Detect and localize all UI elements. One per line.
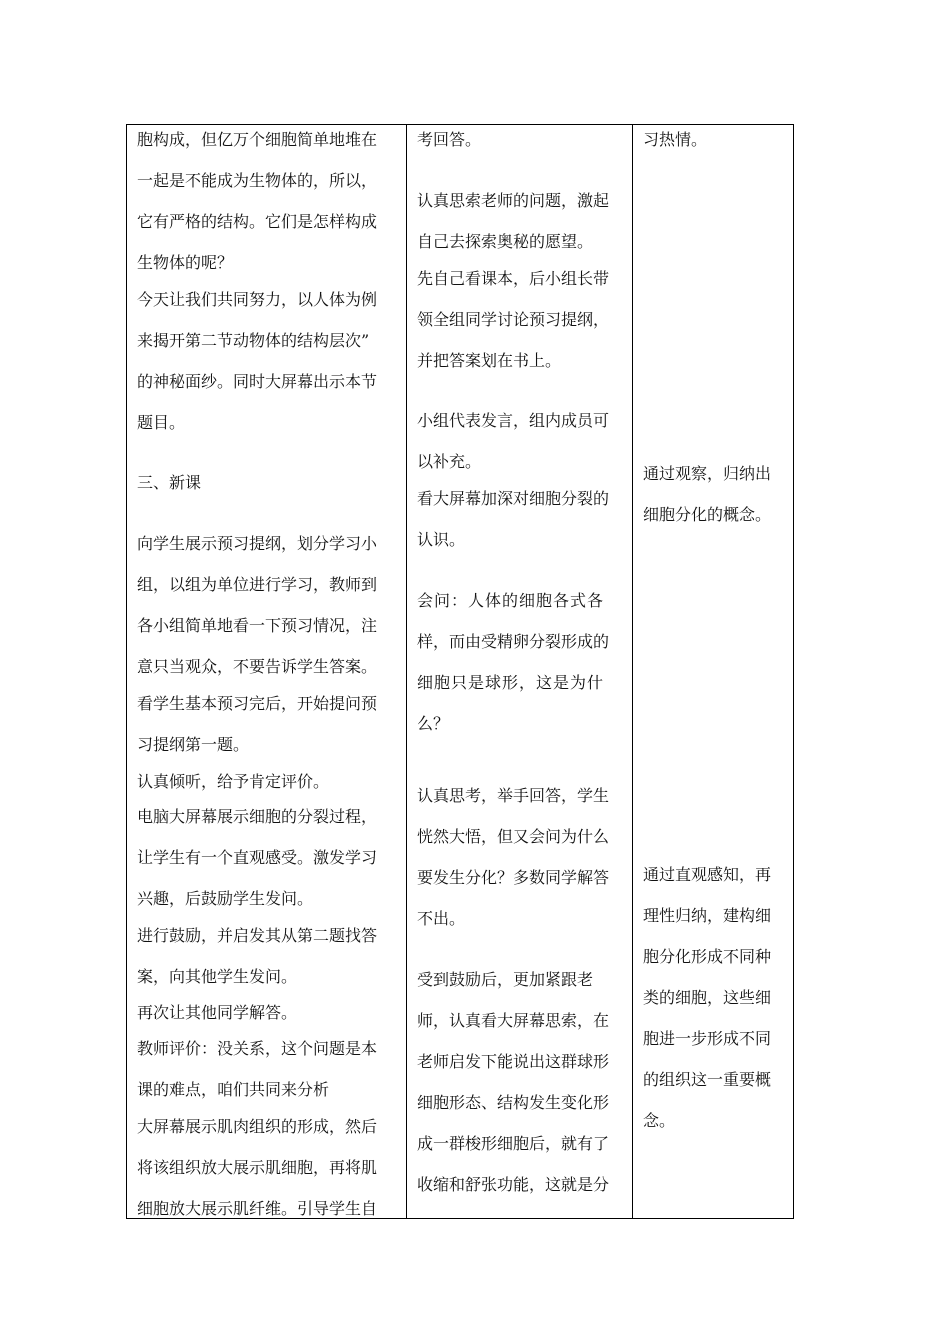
text-line: 考回答。: [417, 130, 482, 149]
text-line: 胞分化形成不同种: [643, 947, 772, 966]
text-line: 认真倾听，给予肯定评价。: [137, 772, 330, 791]
text-line: 收缩和舒张功能，这就是分: [417, 1175, 610, 1194]
text-line: 细胞分化的概念。: [643, 505, 772, 524]
text-line: 兴趣，后鼓励学生发问。: [137, 889, 314, 908]
text-line: 恍然大悟，但又会问为什么: [417, 827, 610, 846]
text-line: 进行鼓励，并启发其从第二题找答: [137, 926, 378, 945]
text-line: 各小组简单地看一下预习情况，注: [137, 616, 378, 635]
column-divider: [406, 125, 407, 1218]
text-line: 以补充。: [417, 452, 482, 471]
text-line: 通过直观感知，再: [643, 865, 772, 884]
teacher-activity-column: [137, 125, 403, 1218]
text-line: 题目。: [137, 413, 186, 432]
text-line: 将该组织放大展示肌细胞，再将肌: [137, 1158, 378, 1177]
text-line: 认真思考，举手回答，学生: [417, 786, 610, 805]
text-line: 老师启发下能说出这群球形: [417, 1052, 610, 1071]
text-line: 的神秘面纱。同时大屏幕出示本节: [137, 372, 378, 391]
text-line: 胞构成，但亿万个细胞简单地堆在: [137, 130, 378, 149]
text-line: 细胞只是球形，这是为什: [417, 673, 605, 692]
text-line: 受到鼓励后，更加紧跟老: [417, 970, 594, 989]
text-line: 师，认真看大屏幕思索，在: [417, 1011, 610, 1030]
text-line: 类的细胞，这些细: [643, 988, 772, 1007]
text-line: 的组织这一重要概: [643, 1070, 772, 1089]
section-heading: 三、新课: [137, 473, 202, 492]
text-line: 案，向其他学生发问。: [137, 967, 298, 986]
text-line: 要发生分化？多数同学解答: [417, 868, 610, 887]
text-line: 习提纲第一题。: [137, 735, 250, 754]
column-divider: [632, 125, 633, 1218]
text-line: 一起是不能成为生物体的，所以，: [137, 171, 378, 190]
text-line: 通过观察，归纳出: [643, 464, 772, 483]
text-line: 会问：人体的细胞各式各: [417, 591, 605, 610]
text-line: 看大屏幕加深对细胞分裂的: [417, 489, 610, 508]
text-line: 先自己看课本，后小组长带: [417, 269, 610, 288]
text-line: 样，而由受精卵分裂形成的: [417, 632, 610, 651]
text-line: 课的难点，咱们共同来分析: [137, 1080, 330, 1099]
text-line: 领全组同学讨论预习提纲，: [417, 310, 610, 329]
text-line: 不出。: [417, 909, 466, 928]
text-line: 并把答案划在书上。: [417, 351, 562, 370]
text-line: 细胞放大展示肌纤维。引导学生自: [137, 1199, 378, 1218]
text-line: 让学生有一个直观感受。激发学习: [137, 848, 378, 867]
text-line: 认真思索老师的问题，激起: [417, 191, 610, 210]
text-line: 再次让其他同学解答。: [137, 1003, 298, 1022]
text-line: 向学生展示预习提纲，划分学习小: [137, 534, 378, 553]
text-line: 小组代表发言，组内成员可: [417, 411, 610, 430]
student-activity-column: [417, 125, 629, 1218]
design-intent-column: [643, 125, 791, 1218]
lesson-plan-table: [126, 124, 794, 1219]
text-line: 意只当观众，不要告诉学生答案。: [137, 657, 378, 676]
text-line: 么？: [417, 714, 450, 733]
text-line: 来揭开第二节动物体的结构层次”: [137, 331, 370, 350]
text-line: 习热情。: [643, 130, 708, 149]
text-line: 自己去探索奥秘的愿望。: [417, 232, 594, 251]
text-line: 生物体的呢？: [137, 253, 234, 272]
text-line: 理性归纳，建构细: [643, 906, 772, 925]
text-line: 认识。: [417, 530, 466, 549]
text-line: 大屏幕展示肌肉组织的形成，然后: [137, 1117, 378, 1136]
text-line: 念。: [643, 1111, 676, 1130]
text-line: 它有严格的结构。它们是怎样构成: [137, 212, 378, 231]
text-line: 细胞形态、结构发生变化形: [417, 1093, 610, 1112]
text-line: 教师评价：没关系，这个问题是本: [137, 1039, 378, 1058]
text-line: 成一群梭形细胞后，就有了: [417, 1134, 610, 1153]
text-line: 胞进一步形成不同: [643, 1029, 772, 1048]
text-line: 今天让我们共同努力，以人体为例: [137, 290, 378, 309]
text-line: 看学生基本预习完后，开始提问预: [137, 694, 378, 713]
text-line: 组，以组为单位进行学习，教师到: [137, 575, 378, 594]
text-line: 电脑大屏幕展示细胞的分裂过程，: [137, 807, 378, 826]
